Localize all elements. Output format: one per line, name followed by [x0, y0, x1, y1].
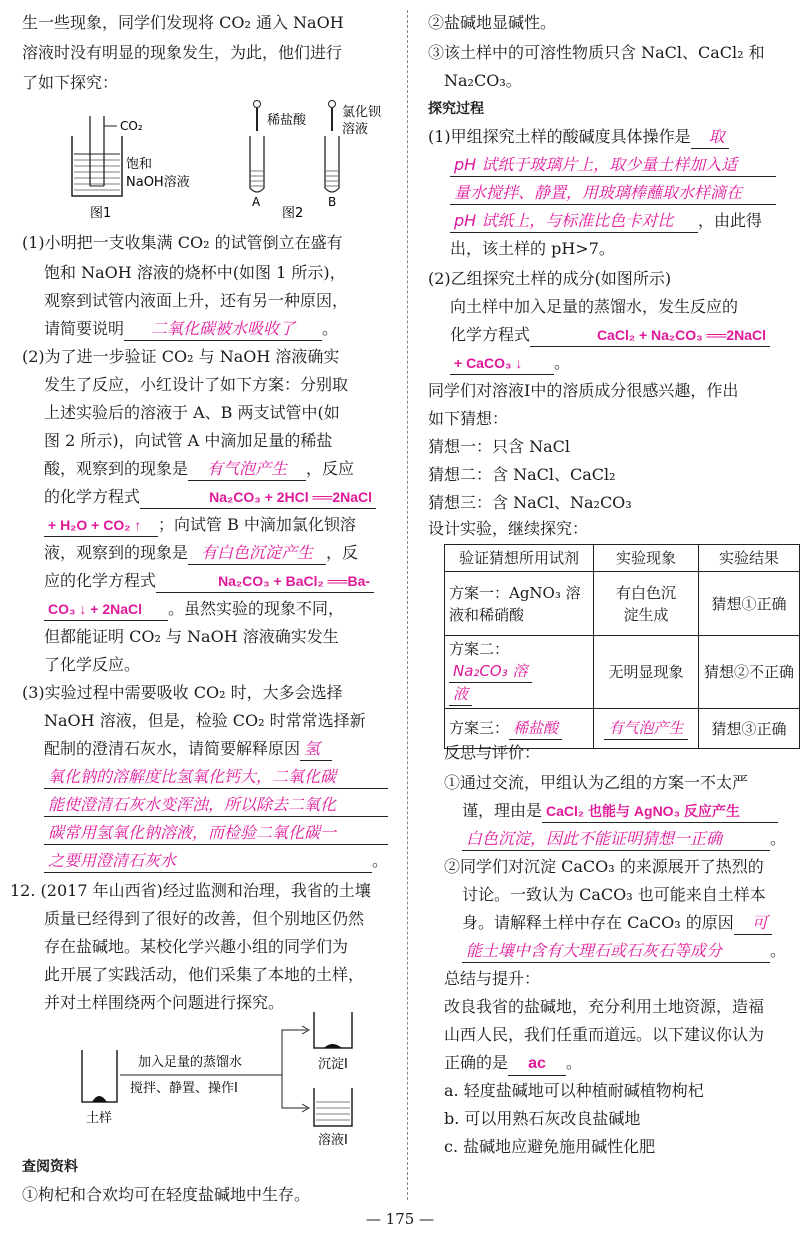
- option-c: c. 盐碱地应避免施用碱性化肥: [444, 1137, 656, 1156]
- q3-answer-2: 氧化钠的溶解度比氢氧化钙大，二氧化碳: [44, 766, 388, 789]
- table-cell-plan-3: 方案三： 稀盐酸: [445, 709, 594, 749]
- eval-1-answer-1: CaCl₂ 也能与 AgNO₃ 反应产生: [542, 800, 778, 823]
- q2-line-4: 图 2 所示)，向试管 A 中滴加足量的稀盐: [44, 431, 333, 450]
- part-1-line-2: [450, 154, 776, 177]
- q3-line-3: [44, 738, 332, 761]
- q3-answer-1: 氢: [300, 738, 332, 761]
- q2-line-10: [44, 598, 344, 621]
- problem-12-line-3: 存在盐碱地。某校化学兴趣小组的同学们为: [44, 937, 349, 956]
- column-divider: [407, 10, 408, 1200]
- table-cell-result-2: 猜想②不正确: [699, 636, 800, 709]
- soil-beaker: [82, 1050, 117, 1102]
- table-row: [445, 636, 800, 709]
- option-a: a. 轻度盐碱地可以种植耐碱植物枸杞: [444, 1081, 704, 1100]
- q3-line-4: [44, 766, 388, 789]
- bacl2-label-1: 氯化钡: [342, 105, 382, 120]
- figure-1-caption: 图1: [90, 206, 112, 221]
- part-1-line-3: [450, 182, 776, 205]
- q1-line-1: (1)小明把一支收集满 CO₂ 的试管倒立在盛有: [22, 233, 343, 252]
- part-2-answer-2: + CaCO₃ ↓: [450, 352, 554, 375]
- table-header-phenomenon: 实验现象: [594, 545, 699, 572]
- hypothesis-intro-2: 如下猜想：: [428, 409, 509, 428]
- problem-12-line-1: 12. (2017 年山西省)经过监测和治理，我省的土壤: [10, 881, 371, 900]
- summary-title: 总结与提升：: [444, 969, 541, 988]
- q1-answer: 二氧化碳被水吸收了: [124, 318, 322, 341]
- plan-2-answer-2: 液: [449, 683, 472, 706]
- design-intro: 设计实验，继续探究：: [428, 519, 589, 538]
- hypothesis-1: 猜想一：只含 NaCl: [428, 437, 570, 456]
- part-1-answer-2: pH 试纸于玻璃片上，取少量土样加入适: [450, 154, 776, 177]
- precipitate-beaker: [314, 1012, 352, 1048]
- eval-1-line-3: [462, 828, 786, 851]
- q3-line-7: [44, 850, 388, 873]
- q1-line-2: 饱和 NaOH 溶液的烧杯中(如图 1 所示)，: [44, 263, 346, 282]
- table-header-row: [445, 545, 800, 572]
- eval-2-line-2: 讨论。一致认为 CaCO₃ 也可能来自土样本: [462, 885, 766, 904]
- table-cell-phenomenon-1: 有白色沉 淀生成: [594, 572, 699, 636]
- table-cell-plan-2: 方案二：Na₂CO₃ 溶 液: [445, 636, 594, 709]
- eval-1-line-1: ①通过交流，甲组认为乙组的方案一不太严: [444, 773, 749, 792]
- table-cell-phenomenon-2: 无明显现象: [594, 636, 699, 709]
- part-1-prompt: (1)甲组探究土样的酸碱度具体操作是: [428, 127, 691, 146]
- eval-1-line-2: [462, 800, 778, 823]
- eval-2-prompt: 身。请解释土样中存在 CaCO₃ 的原因: [462, 913, 734, 932]
- q2-answer-3: 有白色沉淀产生: [188, 542, 326, 565]
- figure-1-2: [42, 96, 382, 226]
- q3-answer-3: 能使澄清石灰水变浑浊，所以除去二氧化: [44, 794, 388, 817]
- part-2-prompt: 化学方程式: [450, 325, 531, 344]
- q2-prompt-2: 的化学方程式: [44, 487, 141, 506]
- plan-2-answer-1: Na₂CO₃ 溶: [449, 660, 532, 683]
- q1-line-3: 观察到试管内液面上升，还有另一种原因，: [44, 291, 349, 310]
- summary-end: 。: [566, 1053, 583, 1072]
- part-1-answer-3: 量水搅拌、静置，用玻璃棒蘸取水样滴在: [450, 182, 776, 205]
- part-1-answer-4: pH 试纸上，与标准比色卡对比: [450, 210, 698, 233]
- part-1-line-4: [450, 210, 762, 233]
- q2-text-4: 。虽然实验的现象不同，: [168, 599, 345, 618]
- q2-line-6: [44, 486, 376, 509]
- q2-prompt-1: 酸，观察到的现象是: [44, 459, 189, 478]
- intro-line-1: 生一些现象，同学们发现将 CO₂ 通入 NaOH: [22, 13, 344, 32]
- part-1-answer-1: 取: [691, 126, 729, 149]
- q3-answer-5: 之要用澄清石灰水: [44, 850, 372, 873]
- reference-item-1: ①枸杞和合欢均可在轻度盐碱地中生存。: [22, 1185, 311, 1204]
- q2-prompt-3: 液，观察到的现象是: [44, 543, 189, 562]
- reference-item-2: ②盐碱地显碱性。: [428, 13, 557, 32]
- test-tube-a: [250, 101, 264, 193]
- table-header-result: 实验结果: [699, 545, 800, 572]
- part-2-line-1: (2)乙组探究土样的成分(如图所示): [428, 269, 672, 288]
- summary-prompt: 正确的是: [444, 1053, 509, 1072]
- q2-line-9: [44, 570, 374, 593]
- option-b: b. 可以用熟石灰改良盐碱地: [444, 1109, 641, 1128]
- problem-12-line-2: 质量已经得到了很好的改善，但个别地区仍然: [44, 909, 365, 928]
- reference-item-3b: Na₂CO₃。: [444, 71, 522, 90]
- eval-2-answer-2: 能土壤中含有大理石或石灰石等成分: [462, 940, 770, 963]
- eval-2-end: 。: [770, 941, 787, 960]
- q3-line-1: (3)实验过程中需要吸收 CO₂ 时，大多会选择: [22, 683, 343, 702]
- q2-answer-2a: Na₂CO₃ + 2HCl ══2NaCl: [140, 486, 376, 509]
- part-2-line-4: [450, 352, 570, 375]
- hypothesis-2: 猜想二：含 NaCl、CaCl₂: [428, 465, 616, 484]
- plan-3-answer: 稀盐酸: [509, 717, 562, 740]
- eval-2-answer-1: 可: [734, 912, 772, 935]
- q3-prompt: 配制的澄清石灰水，请简要解释原因: [44, 739, 301, 758]
- summary-line-3: [444, 1052, 582, 1076]
- table-header-reagent: 验证猜想所用试剂: [445, 545, 594, 572]
- q2-line-8: [44, 542, 358, 565]
- table-cell-plan-1: 方案一：AgNO₃ 溶 液和稀硝酸: [445, 572, 594, 636]
- q3-line-6: [44, 822, 388, 845]
- q2-text-2: ；向试管 B 中滴加氯化钡溶: [158, 515, 356, 534]
- separation-diagram: [62, 1010, 392, 1150]
- tube-b-label: B: [328, 195, 337, 209]
- eval-1-prompt: 谨，理由是: [462, 801, 543, 820]
- table-cell-phenomenon-3: [594, 709, 699, 749]
- part-1-line-1: [428, 126, 729, 149]
- eval-1-end: 。: [770, 829, 787, 848]
- reference-item-3a: ③该土样中的可溶性物质只含 NaCl、CaCl₂ 和: [428, 43, 765, 62]
- q2-answer-4b: CO₃ ↓ + 2NaCl: [44, 598, 168, 621]
- table-cell-result-1: 猜想①正确: [699, 572, 800, 636]
- q3-end: 。: [372, 851, 389, 870]
- solution-label-1: 饱和: [126, 157, 153, 172]
- beaker-figure-1: [72, 116, 122, 196]
- q2-text-1: ，反应: [306, 459, 355, 478]
- solution-label: 溶液Ⅰ: [318, 1133, 348, 1148]
- intro-line-2: 溶液时没有明显的现象发生，为此，他们进行: [22, 43, 343, 62]
- test-tube-b: [325, 101, 339, 193]
- step-2-label: 搅拌、静置、操作Ⅰ: [130, 1081, 238, 1096]
- q2-prompt-4: 应的化学方程式: [44, 571, 157, 590]
- eval-2-line-1: ②同学们对沉淀 CaCO₃ 的来源展开了热烈的: [444, 857, 764, 876]
- q1-end: 。: [322, 319, 339, 338]
- precipitate-label: 沉淀Ⅰ: [318, 1057, 348, 1072]
- part-1-line-5: 出，该土样的 pH>7。: [450, 239, 615, 258]
- q2-line-2: 发生了反应，小红设计了如下方案：分别取: [44, 375, 349, 394]
- hypothesis-intro-1: 同学们对溶液Ⅰ中的溶质成分很感兴趣，作出: [428, 381, 739, 400]
- q2-line-7: [44, 514, 356, 537]
- table-cell-result-3: 猜想③正确: [699, 709, 800, 749]
- q2-line-3: 上述实验后的溶液于 A、B 两支试管中(如: [44, 403, 340, 422]
- q2-line-1: (2)为了进一步验证 CO₂ 与 NaOH 溶液确实: [22, 347, 340, 366]
- figure-2-caption: 图2: [282, 206, 304, 221]
- q3-line-2: NaOH 溶液，但是，检验 CO₂ 时常常选择新: [44, 711, 366, 730]
- procedure-title: 探究过程: [428, 101, 484, 117]
- intro-line-3: 了如下探究：: [22, 73, 119, 92]
- eval-2-line-3: [462, 912, 772, 935]
- summary-line-2: 山西人民，我们任重而道远。以下建议你认为: [444, 1025, 765, 1044]
- reference-title: 查阅资料: [22, 1159, 78, 1175]
- q2-answer-2b: + H₂O + CO₂ ↑: [44, 514, 158, 537]
- q3-answer-4: 碳常用氢氧化钠溶液，而检验二氧化碳一: [44, 822, 388, 845]
- table-row: [445, 572, 800, 636]
- q2-answer-4a: Na₂CO₃ + BaCl₂ ══Ba-: [156, 570, 374, 593]
- q3-line-5: [44, 794, 388, 817]
- q1-prompt: 请简要说明: [44, 319, 125, 338]
- dilute-hcl-label: 稀盐酸: [267, 113, 307, 128]
- experiment-table: [444, 544, 800, 749]
- q2-text-3: ，反: [326, 543, 359, 562]
- q2-line-12: 了化学反应。: [44, 655, 141, 674]
- summary-answer: ac: [508, 1053, 566, 1076]
- eval-1-answer-2: 白色沉淀，因此不能证明猜想一正确: [462, 828, 770, 851]
- part-2-line-2: 向土样中加入足量的蒸馏水，发生反应的: [450, 297, 739, 316]
- step-1-label: 加入足量的蒸馏水: [138, 1055, 243, 1070]
- phenomenon-3-answer: 有气泡产生: [604, 717, 687, 740]
- part-2-answer-1: CaCl₂ + Na₂CO₃ ══2NaCl: [530, 324, 770, 347]
- eval-2-line-4: [462, 940, 786, 963]
- soil-label: 土样: [86, 1111, 113, 1126]
- page-number: — 175 —: [365, 1210, 435, 1228]
- q1-line-4: [44, 318, 338, 341]
- q2-answer-1: 有气泡产生: [188, 458, 306, 481]
- part-1-text: ，由此得: [698, 211, 763, 230]
- q2-line-11: 但都能证明 CO₂ 与 NaOH 溶液确实发生: [44, 627, 339, 646]
- problem-12-line-4: 此开展了实践活动，他们采集了本地的土样，: [44, 965, 365, 984]
- hypothesis-3: 猜想三：含 NaCl、Na₂CO₃: [428, 493, 632, 512]
- part-2-end: 。: [554, 353, 571, 372]
- problem-12-line-5: 并对土样围绕两个问题进行探究。: [44, 993, 285, 1012]
- summary-line-1: 改良我省的盐碱地，充分利用土地资源，造福: [444, 997, 765, 1016]
- reflection-title: 反思与评价：: [444, 743, 541, 762]
- solution-beaker: [314, 1088, 352, 1126]
- part-2-line-3: [450, 324, 770, 347]
- solution-label-2: NaOH溶液: [126, 175, 190, 190]
- tube-a-label: A: [252, 195, 261, 209]
- q2-line-5: [44, 458, 354, 481]
- co2-label: CO₂: [120, 119, 143, 133]
- bacl2-label-2: 溶液: [342, 122, 369, 137]
